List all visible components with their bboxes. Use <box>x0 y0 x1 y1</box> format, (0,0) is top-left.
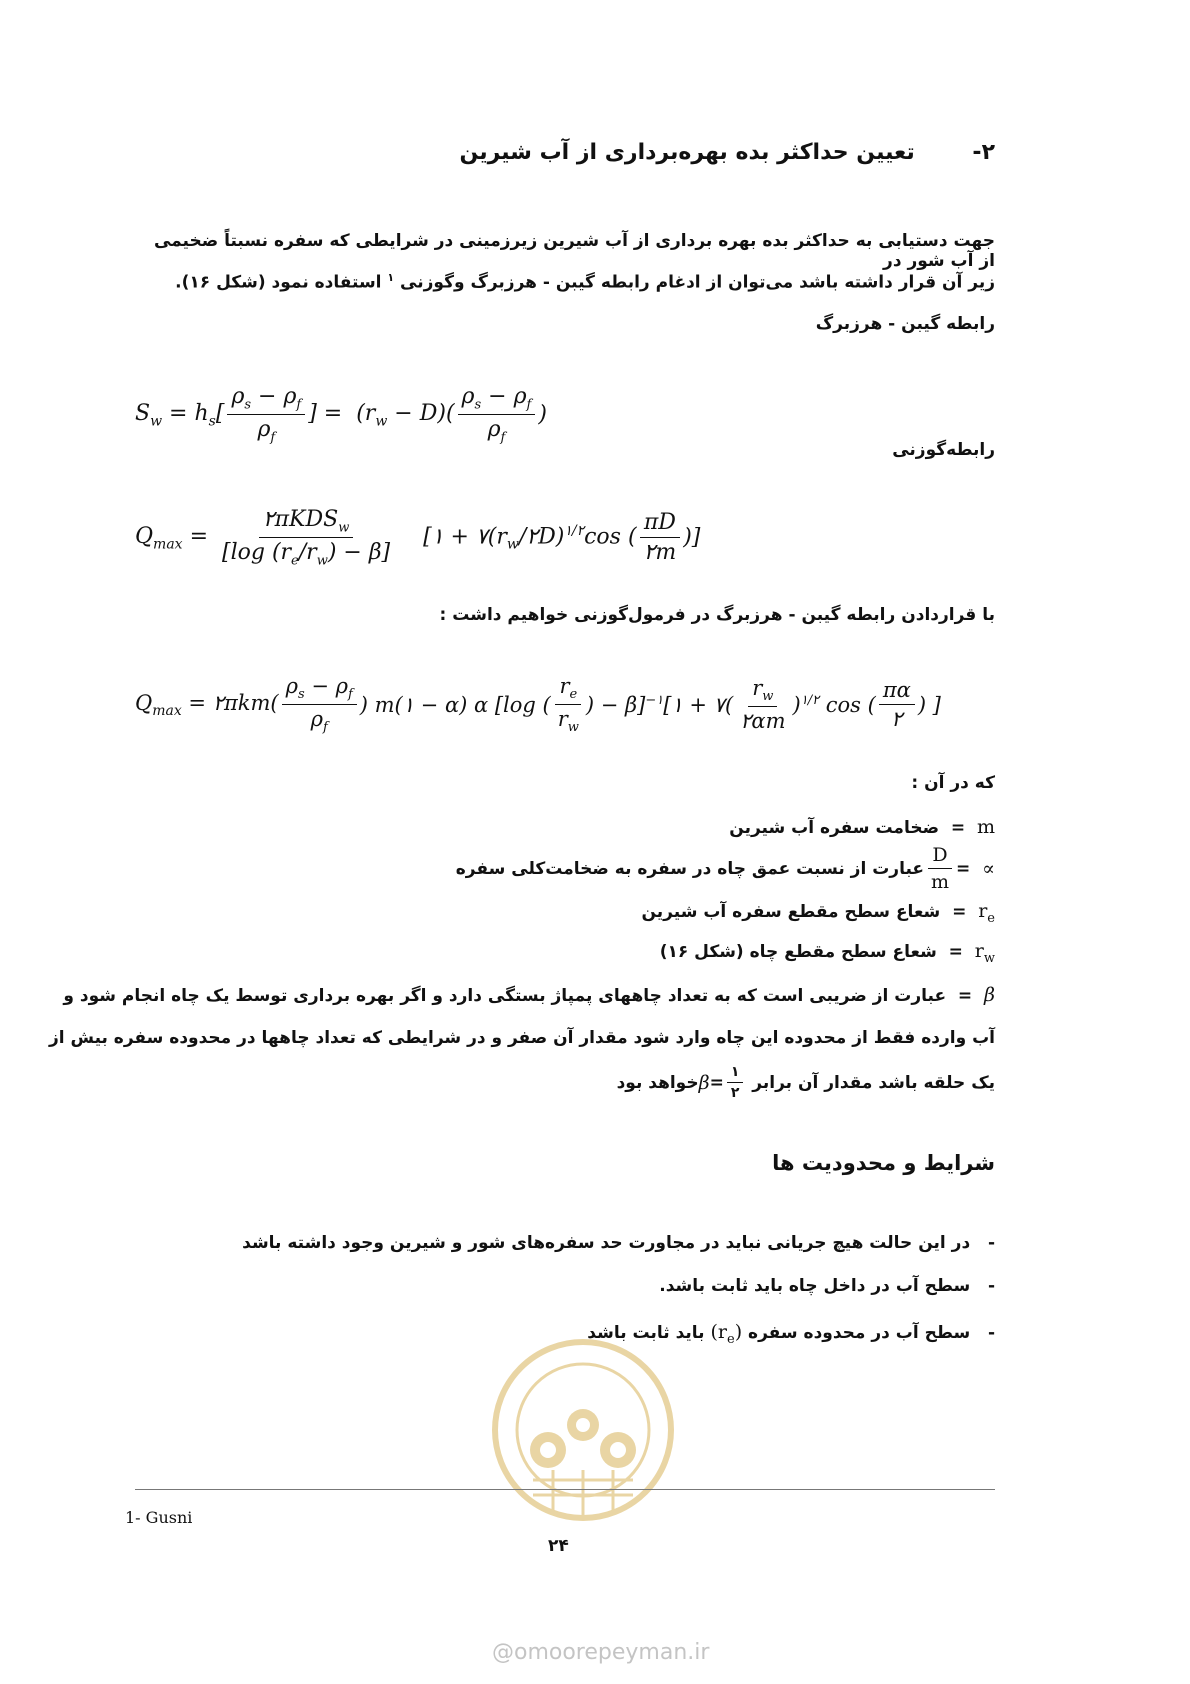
watermark-site: @omoorepeyman.ir <box>492 1640 710 1665</box>
beta-fraction-denominator: ۲ <box>730 1085 740 1101</box>
def-rw: $r_w$ = شعاع سطح مقطع چاه (شکل ۱۶) <box>659 940 995 966</box>
list-bullet: - <box>987 1233 995 1253</box>
def-rw-text: شعاع سطح مقطع چاه (شکل ۱۶) <box>659 942 937 962</box>
def-rw-subscript: w <box>983 950 995 966</box>
intro-line-2 <box>135 271 995 293</box>
list-item-symbol: r <box>717 1321 727 1343</box>
list-bullet: - <box>987 1323 995 1343</box>
def-beta-line-3: یک حلقه باشد مقدار آن برابر $\frac{۱}{۲}$ = β خواهد بود <box>616 1064 995 1101</box>
footnote-marker: ۱ <box>387 271 395 284</box>
list-item <box>659 1276 995 1296</box>
watermark-seal-icon <box>478 1330 688 1530</box>
def-beta-line-3-a: یک حلقه باشد مقدار آن برابر <box>752 1072 995 1093</box>
def-alpha: ∝ = $\frac{D}{m}$ عبارت از نسبت عمق چاه در سفره به ضخامت‌کلی سفره <box>455 844 995 893</box>
beta-symbol-inline: β <box>698 1071 710 1094</box>
defs-intro: که در آن : <box>911 773 995 793</box>
def-m: m = ضخامت سفره آب شیرین <box>729 816 995 838</box>
intro-line-2-a: زیر آن قرار داشته باشد می‌توان از ادغام رابطه گیبن - هرزبرگ وگوزنی <box>400 272 995 293</box>
beta-fraction-numerator: ۱ <box>727 1064 744 1083</box>
footnote: 1- Gusni <box>125 1508 193 1527</box>
list-item-text: سطح آب در محدوده سفره <box>748 1323 971 1343</box>
def-m-symbol: m <box>976 816 995 838</box>
section-title: تعیین حداکثر بده بهره‌برداری از آب شیرین <box>459 140 915 165</box>
list-item: - سطح آب در محدوده سفره $(r_e)$ باید ثابت باشد <box>587 1321 995 1347</box>
intro-line-2-b: استفاده نمود (شکل ۱۶). <box>175 272 382 293</box>
label-ghyben-herzberg: رابطه گیبن - هرزبرگ <box>815 314 995 334</box>
list-item-text: سطح آب در داخل چاه باید ثابت باشد. <box>659 1276 971 1296</box>
footnote-rule <box>135 1489 995 1490</box>
def-alpha-denominator: m <box>931 871 950 893</box>
def-re-subscript: e <box>987 910 995 926</box>
def-beta-line-2: آب وارده فقط از محدوده این چاه وارد شود مقدار آن صفر و در شرایطی که تعداد چاهها در محدوده سفره بیش از <box>49 1028 995 1048</box>
formula-combined: $Q_{max}$ = ۲πkm( $\frac{\rho_s - \rho_f}{\rho_f}$ ) m(۱ − α) α [log ( $\frac{r_e}{r_w}$ ) − β]$^{-۱}$[۱ + ۷( $\frac{r_w}{۲\alpha m}$ )$^{۱/۲}$ cos ( $\frac{\pi\alpha}{۲}$ ) ] <box>135 674 941 736</box>
def-beta-symbol: β <box>984 984 995 1006</box>
section-number: ۲- <box>972 140 995 165</box>
def-alpha-numerator: D <box>928 844 951 869</box>
label-combined: با قراردادن رابطه گیبن - هرزبرگ در فرمول‌گوزنی خواهیم داشت : <box>439 605 995 625</box>
list-bullet: - <box>987 1276 995 1296</box>
def-beta-line-1: عبارت از ضریبی است که به تعداد چاههای پمپاژ بستگی دارد و اگر بهره برداری توسط یک چاه انجام شود و <box>63 986 947 1006</box>
def-re-text: شعاع سطح مقطع سفره آب شیرین <box>641 902 941 922</box>
def-alpha-symbol: ∝ <box>982 857 995 880</box>
def-rw-symbol: r <box>974 940 984 962</box>
section-heading <box>460 140 995 166</box>
label-gusni: رابطه‌گوزنی <box>892 440 995 460</box>
conditions-heading: شرایط و محدودیت ها <box>772 1151 995 1175</box>
list-item-tail: باید ثابت باشد <box>587 1323 705 1343</box>
def-beta-line-3-b: خواهد بود <box>616 1072 699 1093</box>
page-number: ۲۴ <box>548 1536 569 1556</box>
formula-ghyben-herzberg: $S_w = h_s$[ $\frac{\rho_s - \rho_f}{\rho_f}$ ] = $(r_w - D)$( $\frac{\rho_s - \rho_f}{\rho_f}$ ) <box>135 384 547 446</box>
list-item-subscript: e <box>727 1331 735 1347</box>
def-re: $r_e$ = شعاع سطح مقطع سفره آب شیرین <box>641 900 995 926</box>
formula-gusni: $Q_{max}$ = $\frac{۲\pi KDS_w}{[\log (r_e/r_w) - \beta]}$ [۱ + $۷(r_w/۲D)^{۱/۲}\cos$ ( $\frac{\pi D}{۲m}$ )] <box>135 507 701 569</box>
list-item <box>242 1233 995 1253</box>
intro-line-1: جهت دستیابی به حداکثر بده بهره برداری از آب شیرین زیرزمینی در شرایطی که سفره نسبتاً ضخیمی از آب شور در <box>153 231 995 272</box>
list-item-text: در این حالت هیچ جریانی نباید در مجاورت حد سفره‌های شور و شیرین وجود داشته باشد <box>242 1233 971 1253</box>
def-m-text: ضخامت سفره آب شیرین <box>729 818 940 838</box>
def-alpha-text: عبارت از نسبت عمق چاه در سفره به ضخامت‌کلی سفره <box>455 858 925 879</box>
def-re-symbol: r <box>978 900 988 922</box>
def-beta: β = عبارت از ضریبی است که به تعداد چاههای پمپاژ بستگی دارد و اگر بهره برداری توسط یک چاه انجام شود و <box>63 984 995 1006</box>
